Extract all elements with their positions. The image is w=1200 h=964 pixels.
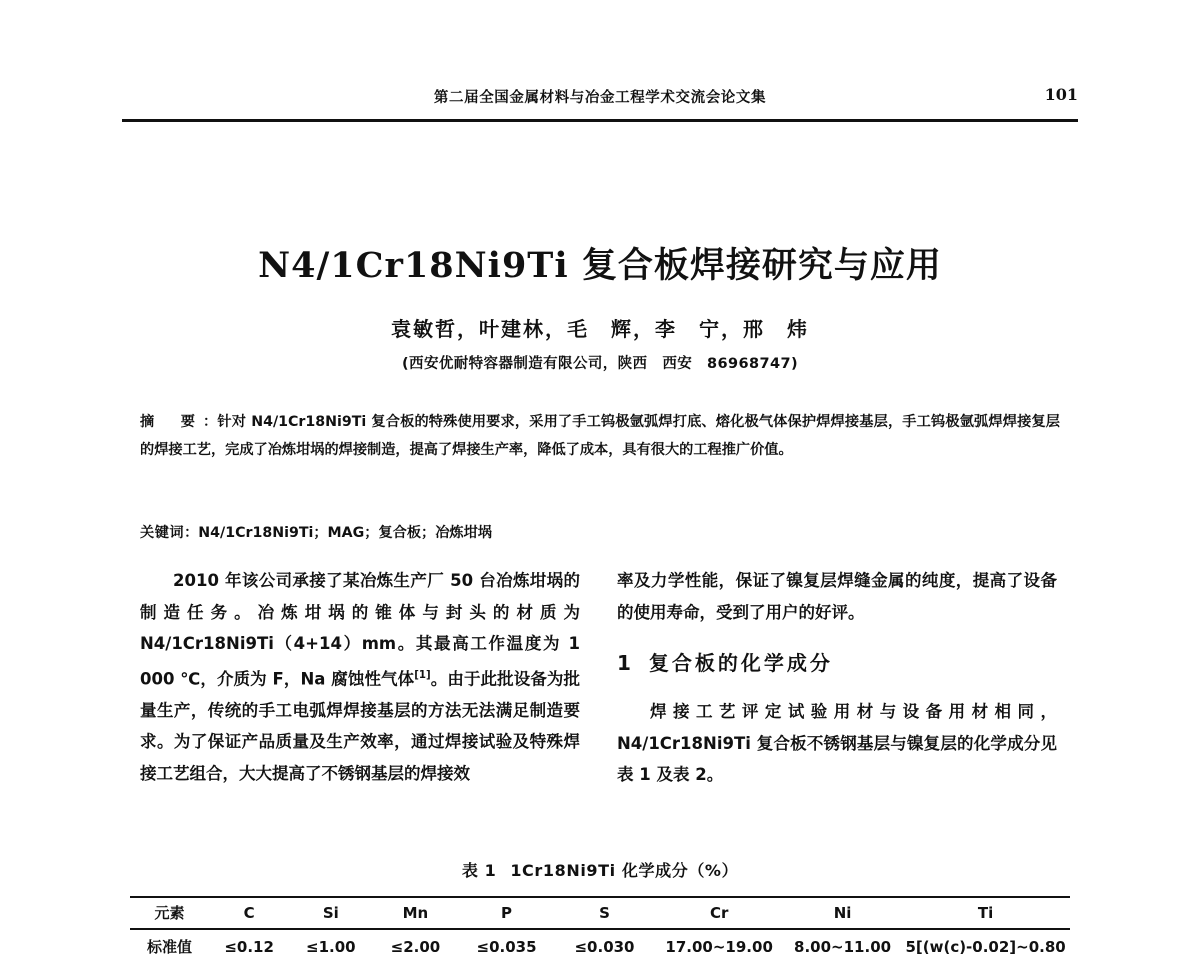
- affiliation: (西安优耐特容器制造有限公司，陕西 西安 86968747): [402, 356, 798, 372]
- table-body: [130, 930, 1070, 964]
- table-1-caption-number: 表 1: [461, 861, 497, 880]
- section-number: 1: [617, 651, 631, 675]
- col-header-si: Si: [322, 903, 339, 922]
- col-header-p: P: [501, 903, 513, 922]
- chemical-composition-table: [130, 896, 1070, 964]
- col-header-c: C: [243, 903, 255, 922]
- paragraph-intro: [140, 565, 580, 789]
- body-column-right: [617, 565, 1057, 791]
- cell-p: ≤0.035: [476, 937, 537, 956]
- running-head: [122, 86, 1078, 116]
- col-header-element: 元素: [154, 904, 185, 922]
- row-label-standard-value: 标准值: [146, 938, 192, 956]
- paragraph-intro-continued: 率及力学性能，保证了镍复层焊缝金属的纯度，提高了设备的使用寿命，受到了用户的好评。: [617, 571, 1057, 622]
- cell-c: ≤0.12: [224, 937, 274, 956]
- col-header-mn: Mn: [402, 903, 429, 922]
- body-column-left: [140, 565, 580, 789]
- page-number: 101: [1044, 85, 1078, 104]
- cell-si: ≤1.00: [306, 937, 356, 956]
- header-rule: [122, 119, 1078, 122]
- table-head: [130, 896, 1070, 930]
- cell-s: ≤0.030: [574, 937, 635, 956]
- citation-ref-1: [1]: [414, 669, 431, 681]
- cell-ti: 5[(w(c)-0.02]~0.80: [905, 937, 1066, 956]
- col-header-ni: Ni: [833, 903, 852, 922]
- table-1: [130, 896, 1070, 964]
- author-list: 袁敏哲，叶建林，毛 辉，李 宁，邢 炜: [391, 317, 809, 341]
- table-1-caption-text: 1Cr18Ni9Ti 化学成分（%）: [510, 861, 739, 880]
- keywords: [140, 520, 1060, 546]
- table-row: [130, 930, 1070, 964]
- cell-ni: 8.00~11.00: [794, 937, 892, 956]
- col-header-cr: Cr: [709, 903, 729, 922]
- section-heading-1: [617, 648, 1057, 678]
- abstract-label: 摘 要: [140, 414, 202, 430]
- cell-cr: 17.00~19.00: [665, 937, 773, 956]
- keywords-label: 关键词: [140, 525, 185, 541]
- keywords-text: ：N4/1Cr18Ni9Ti；MAG；复合板；冶炼坩埚: [184, 525, 492, 541]
- col-header-s: S: [599, 903, 610, 922]
- paragraph-section-1: 焊接工艺评定试验用材与设备用材相同，N4/1Cr18Ni9Ti 复合板不锈钢基层与镍复层的化学成分见表 1 及表 2。: [617, 702, 1057, 784]
- paragraph-intro-part2: 。由于此批设备为批量生产，传统的手工电弧焊焊接基层的方法无法满足制造要求。为了保证产品质量及生产效率，通过焊接试验及特殊焊接工艺组合，大大提高了不锈钢基层的焊接效: [140, 669, 581, 783]
- table-header-row: [130, 896, 1070, 930]
- abstract: [140, 408, 1060, 464]
- page-title: N4/1Cr18Ni9Ti 复合板焊接研究与应用: [258, 245, 942, 287]
- paragraph-intro-part1: 2010 年该公司承接了某冶炼生产厂 50 台冶炼坩埚的制造任务。冶炼坩埚的锥体与封头的材质为 N4/1Cr18Ni9Ti（4+14）mm。其最高工作温度为 1 000 ℃，介质为 F，Na 腐蚀性气体: [140, 571, 580, 688]
- table-1-caption: [0, 858, 1200, 881]
- abstract-text: ：针对 N4/1Cr18Ni9Ti 复合板的特殊使用要求，采用了手工钨极氩弧焊打底、熔化极气体保护焊焊接基层，手工钨极氩弧焊焊接复层的焊接工艺，完成了冶炼坩埚的焊接制造，提高了焊接生产率，降低了成本，具有很大的工程推广价值。: [140, 414, 1060, 458]
- running-head-title: 第二届全国金属材料与冶金工程学术交流会论文集: [433, 90, 767, 106]
- section-title: 复合板的化学成分: [648, 651, 833, 675]
- col-header-ti: Ti: [977, 903, 994, 922]
- cell-mn: ≤2.00: [390, 937, 441, 956]
